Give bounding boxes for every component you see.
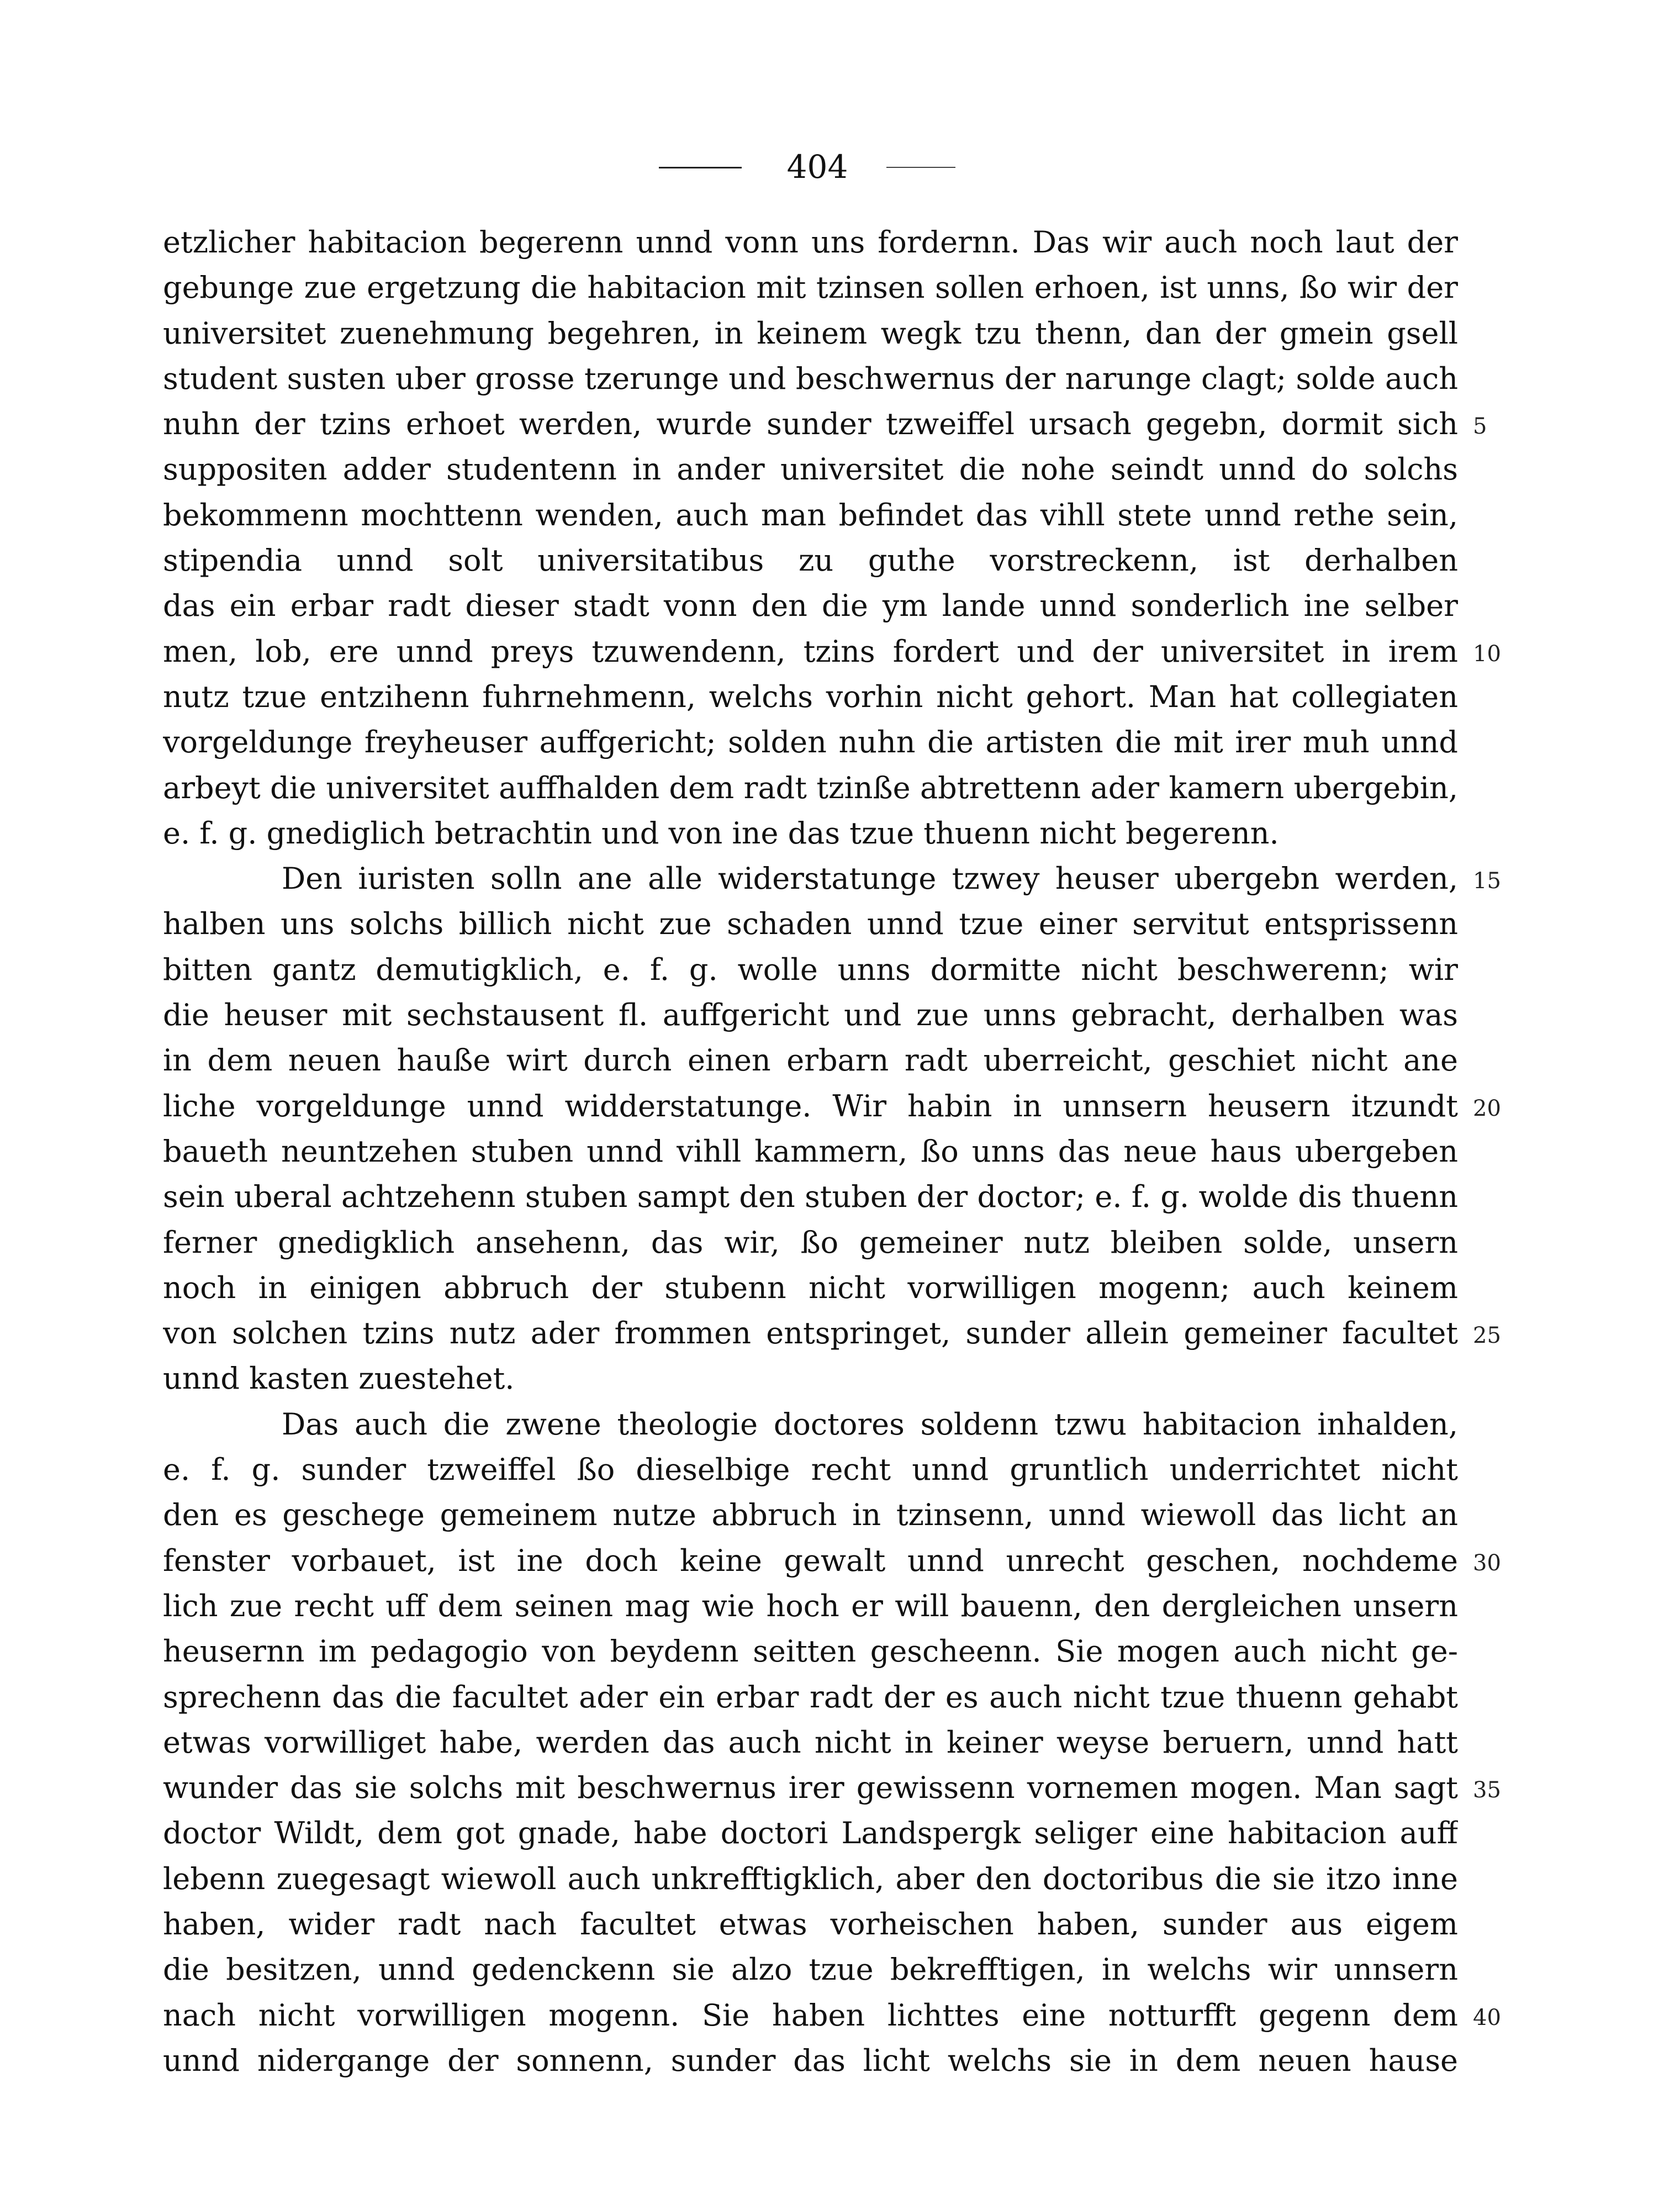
line-text: vorgeldunge freyheuser auffgericht; solden nuhn die artisten die mit irer muh unnd: [163, 725, 1458, 760]
text-line: [163, 629, 1501, 674]
line-text: die heuser mit sechstausent fl. auffgericht und zue unns gebracht, derhalben was: [163, 998, 1458, 1033]
text-line: [163, 1856, 1458, 1902]
line-text: liche vorgeldunge unnd widderstatunge. Wir habin in unnsern heusern itzundt: [163, 1088, 1458, 1123]
text-line: [163, 1765, 1501, 1811]
line-text: nutz tzue entzihenn fuhrnehmenn, welchs vorhin nicht gehort. Man hat collegiaten: [163, 679, 1458, 714]
text-line: [163, 1265, 1458, 1311]
text-line: [163, 265, 1458, 310]
line-text: doctor Wildt, dem got gnade, habe doctori Landspergk seliger eine habitacion auff: [163, 1816, 1458, 1851]
line-text: sprechenn das die facultet ader ein erbar radt der es auch nicht tzue thuenn gehabt: [163, 1679, 1458, 1715]
line-text: ferner gnedigklich ansehenn, das wir, ßo gemeiner nutz bleiben solde, unsern: [163, 1225, 1458, 1260]
line-text: unnd nidergange der sonnenn, sunder das licht welchs sie in dem neuen hause: [163, 2043, 1458, 2078]
text-line: [163, 356, 1458, 402]
text-line: [163, 947, 1458, 993]
text-line: [163, 1720, 1458, 1765]
text-line: [163, 220, 1458, 265]
header-rule-right: [886, 167, 955, 168]
line-text: in dem neuen hauße wirt durch einen erbarn radt uberreicht, geschiet nicht ane: [163, 1043, 1458, 1078]
text-line: [163, 1993, 1501, 2038]
line-number: 20: [1473, 1095, 1501, 1121]
text-line: [163, 493, 1458, 538]
text-line: [163, 1038, 1458, 1083]
text-line: [163, 856, 1501, 901]
text-line: [163, 1811, 1458, 1856]
line-text: bitten gantz demutigklich, e. f. g. wolle unns dormitte nicht beschwerenn; wir: [163, 952, 1458, 987]
text-line: [163, 311, 1458, 356]
header-rule-left: [659, 167, 742, 168]
line-text: stipendia unnd solt universitatibus zu guthe vorstreckenn, ist derhalben: [163, 543, 1458, 578]
line-text: suppositen adder studentenn in ander universitet die nohe seindt unnd do solchs: [163, 452, 1458, 487]
line-text: gebunge zue ergetzung die habitacion mit tzinsen sollen erhoen, ist unns, ßo wir der: [163, 270, 1458, 305]
text-line: [163, 1447, 1458, 1492]
line-text: heusernn im pedagogio von beydenn seitten gescheenn. Sie mogen auch nicht ge-: [163, 1634, 1458, 1669]
text-line: [163, 1947, 1458, 1992]
text-line: [163, 1492, 1458, 1538]
line-text: den es geschege gemeinem nutze abbruch in tzinsenn, unnd wiewoll das licht an: [163, 1497, 1458, 1533]
line-text: student susten uber grosse tzerunge und beschwernus der narunge clagt; solde auch: [163, 361, 1458, 396]
line-text: die besitzen, unnd gedenckenn sie alzo tzue bekrefftigen, in welchs wir unnsern: [163, 1952, 1458, 1987]
line-number: 25: [1473, 1323, 1501, 1349]
line-text: men, lob, ere unnd preys tzuwendenn, tzins fordert und der universitet in irem: [163, 634, 1458, 669]
line-number: 15: [1473, 868, 1501, 894]
line-text: universitet zuenehmung begehren, in keinem wegk tzu thenn, dan der gmein gsell: [163, 315, 1458, 351]
line-text: bekommenn mochttenn wenden, auch man befindet das vihll stete unnd rethe sein,: [163, 497, 1458, 532]
page-header: [0, 145, 1680, 189]
line-text: halben uns solchs billich nicht zue schaden unnd tzue einer servitut entsprissenn: [163, 906, 1458, 942]
line-number: 35: [1473, 1777, 1501, 1803]
line-text: noch in einigen abbruch der stubenn nicht vorwilligen mogenn; auch keinem: [163, 1270, 1458, 1305]
text-line: [163, 1538, 1501, 1584]
line-text: lebenn zuegesagt wiewoll auch unkrefftigklich, aber den doctoribus die sie itzo inne: [163, 1861, 1458, 1896]
line-text: Den iuristen solln ane alle widerstatunge tzwey heuser ubergebn werden,: [282, 861, 1458, 896]
text-line: [163, 538, 1458, 583]
text-line: [163, 674, 1458, 720]
text-line: [163, 402, 1487, 447]
page-number: 404: [786, 148, 848, 186]
line-text: baueth neuntzehen stuben unnd vihll kammern, ßo unns das neue haus ubergeben: [163, 1133, 1458, 1169]
line-text: das ein erbar radt dieser stadt vonn den die ym lande unnd sonderlich ine selber: [163, 588, 1458, 624]
text-line: [163, 901, 1458, 947]
text-line: [163, 1629, 1458, 1674]
line-number: 5: [1473, 414, 1487, 440]
line-text: e. f. g. gnediglich betrachtin und von ine das tzue thuenn nicht begerenn.: [163, 815, 1279, 851]
text-line: [163, 2038, 1458, 2083]
line-text: sein uberal achtzehenn stuben sampt den stuben der doctor; e. f. g. wolde dis thuenn: [163, 1179, 1458, 1215]
document-body: [163, 220, 1501, 2083]
line-number: 40: [1473, 2005, 1501, 2030]
line-text: arbeyt die universitet auffhalden dem radt tzinße abtrettenn ader kamern ubergebin,: [163, 770, 1458, 805]
line-text: wunder das sie solchs mit beschwernus irer gewissenn vornemen mogen. Man sagt: [163, 1770, 1458, 1806]
text-line: [163, 1311, 1501, 1356]
line-text: fenster vorbauet, ist ine doch keine gewalt unnd unrecht geschen, nochdeme: [163, 1543, 1458, 1578]
line-number: 30: [1473, 1550, 1501, 1576]
line-number: 10: [1473, 641, 1501, 667]
text-line: [163, 583, 1458, 629]
text-line: [163, 1220, 1458, 1265]
line-text: von solchen tzins nutz ader frommen entspringet, sunder allein gemeiner facultet: [163, 1316, 1458, 1351]
line-text: nach nicht vorwilligen mogenn. Sie haben lichttes eine notturfft gegenn dem: [163, 1997, 1458, 2033]
text-line: [163, 1084, 1501, 1129]
text-line: [163, 1129, 1458, 1174]
line-text: haben, wider radt nach facultet etwas vorheischen haben, sunder aus eigem: [163, 1906, 1458, 1942]
text-line: [163, 720, 1458, 765]
line-text: lich zue recht uff dem seinen mag wie hoch er will bauenn, den dergleichen unsern: [163, 1588, 1458, 1623]
text-line: [163, 766, 1458, 811]
line-text: Das auch die zwene theologie doctores soldenn tzwu habitacion inhalden,: [282, 1406, 1458, 1442]
line-text: unnd kasten zuestehet.: [163, 1361, 515, 1396]
text-line: [163, 993, 1458, 1038]
text-line: [163, 811, 1458, 856]
text-line: [163, 1902, 1458, 1947]
text-line: [163, 1584, 1458, 1629]
text-line: [163, 1174, 1458, 1220]
line-text: nuhn der tzins erhoet werden, wurde sunder tzweiffel ursach gegebn, dormit sich: [163, 407, 1458, 442]
text-line: [163, 1675, 1458, 1720]
line-text: e. f. g. sunder tzweiffel ßo dieselbige recht unnd gruntlich underrichtet nicht: [163, 1452, 1458, 1488]
line-text: etzlicher habitacion begerenn unnd vonn uns fordernn. Das wir auch noch laut der: [163, 225, 1458, 260]
text-line: [163, 1402, 1458, 1447]
text-line: [163, 1356, 1458, 1401]
text-line: [163, 447, 1458, 492]
line-text: etwas vorwilliget habe, werden das auch nicht in keiner weyse beruern, unnd hatt: [163, 1724, 1458, 1760]
